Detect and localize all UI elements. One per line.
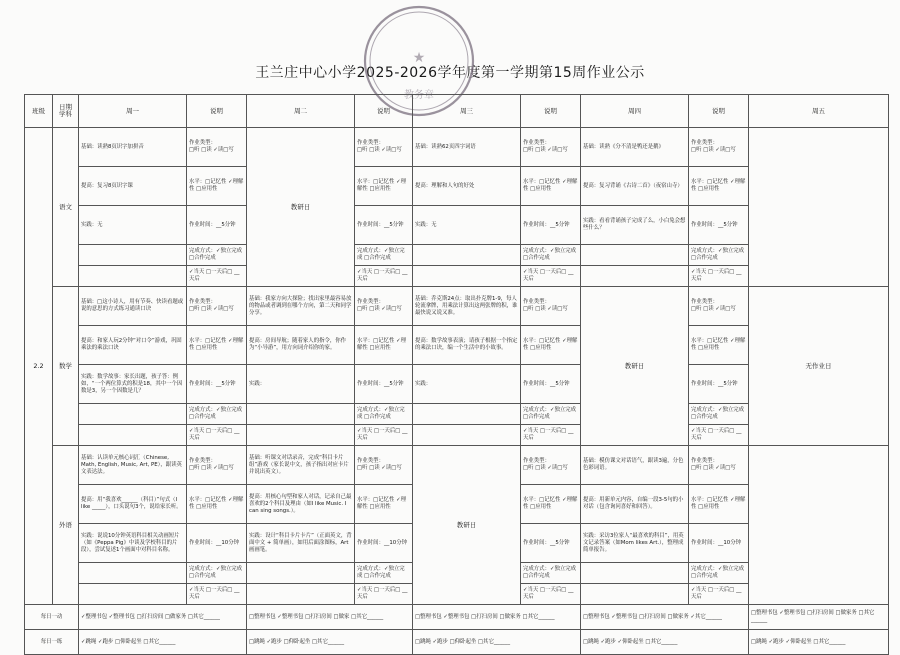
en-thu-2: 提高：用新单元内容，自编一段3-5句的小对话（包含询问喜好和回答）。 bbox=[581, 485, 689, 524]
daily-exercise-mon: ✓跳绳 ✓跑步 □仰卧起坐 □其它______ bbox=[79, 630, 247, 655]
math-fri: 无作业日 bbox=[749, 287, 889, 446]
en-note2-5: ✓当天 □一天后□ __天后 bbox=[355, 584, 413, 605]
en-note3-2: 水平：□记忆性 ✓理解性 □应用性 bbox=[521, 485, 581, 524]
cn-note2-4: 完成方式：✓独立完成 □合作完成 bbox=[355, 245, 413, 266]
header-mon: 周一 bbox=[79, 95, 187, 128]
math-wed-2: 提高：数学故事表演；请孩子根据一个指定的乘法口诀，编一个生活中的小故事。 bbox=[413, 326, 521, 365]
cn-note2-2: 水平：□记忆性 ✓理解性 □应用性 bbox=[355, 167, 413, 206]
math-tue-2: 提高：房间导航；随着家人的指令，你作为“小导游”，用方向词介绍你的家。 bbox=[247, 326, 355, 365]
math-note3-4: 完成方式：✓独立完成 □合作完成 bbox=[521, 404, 581, 425]
cn-note1-2: 水平：□记忆性 ✓理解性 □应用性 bbox=[187, 167, 247, 206]
math-mon-1: 基础：□这小诗人，用有节奏、快读看题或说的意思的方式练习通读口诀 bbox=[79, 287, 187, 326]
en-note2-3: 作业时间：__10分钟 bbox=[355, 524, 413, 563]
en-note1-5: ✓当天 □一天后□ __天后 bbox=[187, 584, 247, 605]
en-note1-3: 作业时间：__10分钟 bbox=[187, 524, 247, 563]
header-note4: 说明 bbox=[689, 95, 749, 128]
math-note2-3: 作业时间：__5分钟 bbox=[355, 365, 413, 404]
header-date-subject: 日期 学科 bbox=[53, 95, 79, 128]
math-tue-3: 实践： bbox=[247, 365, 355, 404]
cn-wed-2: 提高：理解和人句的好处 bbox=[413, 167, 521, 206]
cn-note1-1: 作业类型： □听 □读 ✓读□写 bbox=[187, 128, 247, 167]
cn-note3-2: 水平：□记忆性 ✓理解性 □应用性 bbox=[521, 167, 581, 206]
math-thu: 教研日 bbox=[581, 287, 689, 446]
cn-wed-1: 基础：读熟62页四字词语 bbox=[413, 128, 521, 167]
en-note2-4: 完成方式：✓独立完成 □合作完成 bbox=[355, 563, 413, 584]
daily-exercise-fri: □跳绳 ✓跑步 ✓仰卧起坐 □其它______ bbox=[749, 630, 889, 655]
en-mon-3: 实践：说说10分钟英语科目相关动画短片（如《Peppa Pig》中谈及学校科目的片段），尝试复述1个画面中对科目名称。 bbox=[79, 524, 187, 563]
math-note1-4: 完成方式：✓独立完成 □合作完成 bbox=[187, 404, 247, 425]
cn-note3-5: ✓当天 □一天后□ __天后 bbox=[521, 266, 581, 287]
cn-note2-5: ✓当天 □一天后□ __天后 bbox=[355, 266, 413, 287]
daily-activity-label: 每日一动 bbox=[25, 605, 79, 630]
page-title: 王兰庄中心小学2025-2026学年度第一学期第15周作业公示 bbox=[255, 65, 645, 81]
en-note1-1: 作业类型： □听 □读 ✓读□写 bbox=[187, 446, 247, 485]
math-note3-2: 水平：□记忆性 ✓理解性 □应用性 bbox=[521, 326, 581, 365]
cn-thu-2: 提高：复习背诵《古诗二首》（夜宿山寺） bbox=[581, 167, 689, 206]
en-thu-1: 基础：模仿课文对话语气，跟读3遍，分色色彩词语。 bbox=[581, 446, 689, 485]
cn-note3-1: 作业类型： □听 □读 ✓读□写 bbox=[521, 128, 581, 167]
cn-thu-1: 基础：读熟《分不清是鸭还是鹅》 bbox=[581, 128, 689, 167]
header-note2: 说明 bbox=[355, 95, 413, 128]
cn-note4-1: 作业类型： □听 □读 ✓读□写 bbox=[689, 128, 749, 167]
daily-activity-mon: ✓整理书包 ✓整理书包 □打扫房间 □做家务 □其它______ bbox=[79, 605, 247, 630]
en-mon-1: 基础：认读单元核心词汇（Chinese, Math, English, Music, Art, PE），跟读英文表达法。 bbox=[79, 446, 187, 485]
en-tue-1: 基础：听课文对话录音，完成“科目卡片组”游戏（家长说中文，孩子指出对应卡片并说出英文）。 bbox=[247, 446, 355, 485]
daily-activity-fri: □整理书包 ✓整理书包 □打扫房间 □做家务 □其它______ bbox=[749, 605, 889, 630]
math-wed-3: 实践： bbox=[413, 365, 521, 404]
en-note2-1: 作业类型： □听 □读 ✓读□写 bbox=[355, 446, 413, 485]
svg-text:教务章: 教务章 bbox=[404, 90, 434, 101]
en-note3-4: 完成方式：✓独立完成 □合作完成 bbox=[521, 563, 581, 584]
math-mon-3: 实践：数学故事：家长出题，孩子答：例如，“一个两位算式的积是18，其中一个因数是3，另一个因数是几？ bbox=[79, 365, 187, 404]
math-note2-5: ✓当天 □一天后□ __天后 bbox=[355, 425, 413, 446]
cn-mon-2: 提高：复习8页识字课 bbox=[79, 167, 187, 206]
cn-note4-2: 水平：□记忆性 ✓理解性 □应用性 bbox=[689, 167, 749, 206]
en-tue-2: 提高：用核心句型和家人对话，记录自己最喜欢的2个科目及理由（如I like Music. I can sing songs.）。 bbox=[247, 485, 355, 524]
en-mon-2: 提高：用“我喜欢______（科目）”句式（I like _____），口头说句3个，说给家长听。 bbox=[79, 485, 187, 524]
cn-note2-3: 作业时间：__5分钟 bbox=[355, 206, 413, 245]
en-thu-3: 实践：采访3位家人“最喜欢的科目”，用英文记录答案（如Mom likes Art.），整理成简单报告。 bbox=[581, 524, 689, 563]
header-class: 班级 bbox=[25, 95, 53, 128]
daily-exercise-tue: □跳绳 ✓跑步 □仰卧起坐 □其它______ bbox=[247, 630, 413, 655]
math-note4-3: 作业时间：__5分钟 bbox=[689, 365, 749, 404]
cn-note1-5: ✓当天 □一天后□ __天后 bbox=[187, 266, 247, 287]
header-thu: 周四 bbox=[581, 95, 689, 128]
en-note4-4: 完成方式：✓独立完成 □合作完成 bbox=[689, 563, 749, 584]
daily-exercise-label: 每日一练 bbox=[25, 630, 79, 655]
en-wed: 教研日 bbox=[413, 446, 521, 605]
math-mon-2: 提高：和家人玩2分钟“对口令”游戏，巩固乘法的乘法口诀 bbox=[79, 326, 187, 365]
daily-exercise-wed: □跳绳 ✓跑步 □仰卧起坐 □其它______ bbox=[413, 630, 581, 655]
math-note4-2: 水平：□记忆性 ✓理解性 □应用性 bbox=[689, 326, 749, 365]
en-note4-1: 作业类型： □听 □读 ✓读□写 bbox=[689, 446, 749, 485]
cn-note4-4: 完成方式：✓独立完成 □合作完成 bbox=[689, 245, 749, 266]
cn-mon-3: 实践：无 bbox=[79, 206, 187, 245]
en-note1-4: 完成方式：✓独立完成 □合作完成 bbox=[187, 563, 247, 584]
en-fri bbox=[749, 446, 889, 605]
cn-fri bbox=[749, 128, 889, 287]
en-note1-2: 水平：□记忆性 ✓理解性 □应用性 bbox=[187, 485, 247, 524]
header-tue: 周二 bbox=[247, 95, 355, 128]
cn-note4-3: 作业时间：__5分钟 bbox=[689, 206, 749, 245]
en-note3-5: ✓当天 □一天后□ __天后 bbox=[521, 584, 581, 605]
class-cell: 2.2 bbox=[25, 128, 53, 605]
subject-english: 外语 bbox=[53, 446, 79, 605]
svg-text:★: ★ bbox=[412, 50, 426, 66]
math-note3-3: 作业时间：__5分钟 bbox=[521, 365, 581, 404]
cn-thu-3: 实践：看看背诵孩子完成了么，小白兔会想些什么？ bbox=[581, 206, 689, 245]
en-note4-5: ✓当天 □一天后□ __天后 bbox=[689, 584, 749, 605]
math-note4-5: ✓当天 □一天后□ __天后 bbox=[689, 425, 749, 446]
en-note4-3: 作业时间：__10分钟 bbox=[689, 524, 749, 563]
math-note2-4: 完成方式：✓独立完成 □合作完成 bbox=[355, 404, 413, 425]
header-note3: 说明 bbox=[521, 95, 581, 128]
header-fri: 周五 bbox=[749, 95, 889, 128]
math-note1-3: 作业时间：__5分钟 bbox=[187, 365, 247, 404]
cn-tue: 教研日 bbox=[247, 128, 355, 287]
math-note2-2: 水平：□记忆性 ✓理解性 □应用性 bbox=[355, 326, 413, 365]
math-note1-5: ✓当天 □一天后□ __天后 bbox=[187, 425, 247, 446]
en-tue-3: 实践：设计“科目卡片卡片”（正面英文，背面中文 + 简单画），如用后面涂图标，Art画画笔。 bbox=[247, 524, 355, 563]
cn-wed-3: 实践：无 bbox=[413, 206, 521, 245]
en-note3-1: 作业类型： □听 □读 ✓读□写 bbox=[521, 446, 581, 485]
header-wed: 周三 bbox=[413, 95, 521, 128]
cn-note4-5: ✓当天 □一天后□ __天后 bbox=[689, 266, 749, 287]
daily-exercise-thu: □跳绳 ✓跑步 ✓仰卧起坐 □其它______ bbox=[581, 630, 749, 655]
math-wed-1: 基础：乔克斯24点：取出扑克牌1-9，每人轮流拿牌，用乘法计算出这两张牌的积，谁最快说又说又准。 bbox=[413, 287, 521, 326]
math-note3-1: 作业类型： □听 □读 ✓读□写 bbox=[521, 287, 581, 326]
daily-activity-wed: □整理书包 ✓整理书包 □打扫房间 □做家务 □其它______ bbox=[413, 605, 581, 630]
en-note3-3: 作业时间：__5分钟 bbox=[521, 524, 581, 563]
math-note3-5: ✓当天 □一天后□ __天后 bbox=[521, 425, 581, 446]
daily-activity-thu: □整理书包 ✓整理书包 □打扫房间 □做家务 ✓其它______ bbox=[581, 605, 749, 630]
cn-mon-1: 基础：读熟8页识字加拼音 bbox=[79, 128, 187, 167]
math-note4-4: 完成方式：✓独立完成 □合作完成 bbox=[689, 404, 749, 425]
en-note4-2: 水平：□记忆性 ✓理解性 □应用性 bbox=[689, 485, 749, 524]
cn-note1-4: 完成方式：✓独立完成 □合作完成 bbox=[187, 245, 247, 266]
subject-math: 数学 bbox=[53, 287, 79, 446]
en-note2-2: 水平：□记忆性 ✓理解性 □应用性 bbox=[355, 485, 413, 524]
cn-note3-3: 作业时间：__5分钟 bbox=[521, 206, 581, 245]
header-row bbox=[25, 95, 889, 128]
homework-table bbox=[24, 94, 889, 655]
cn-note3-4: 完成方式：✓独立完成 □合作完成 bbox=[521, 245, 581, 266]
cn-note2-1: 作业类型： □听 □读 ✓读□写 bbox=[355, 128, 413, 167]
header-note1: 说明 bbox=[187, 95, 247, 128]
math-note4-1: 作业类型： □听 □读 ✓读□写 bbox=[689, 287, 749, 326]
daily-activity-tue: □整理书包 ✓整理书包 □打扫房间 □做家 □其它______ bbox=[247, 605, 413, 630]
subject-chinese: 语文 bbox=[53, 128, 79, 287]
math-tue-1: 基础：我家方向大探险；找出家里最容易放的物品或者调到在哪个方向，第二天和同学分享。 bbox=[247, 287, 355, 326]
cn-note1-3: 作业时间：__5分钟 bbox=[187, 206, 247, 245]
math-note2-1: 作业类型： □听 □读 ✓读□写 bbox=[355, 287, 413, 326]
math-note1-2: 水平：□记忆性 ✓理解性 □应用性 bbox=[187, 326, 247, 365]
math-note1-1: 作业类型： □听 □读 ✓读□写 bbox=[187, 287, 247, 326]
